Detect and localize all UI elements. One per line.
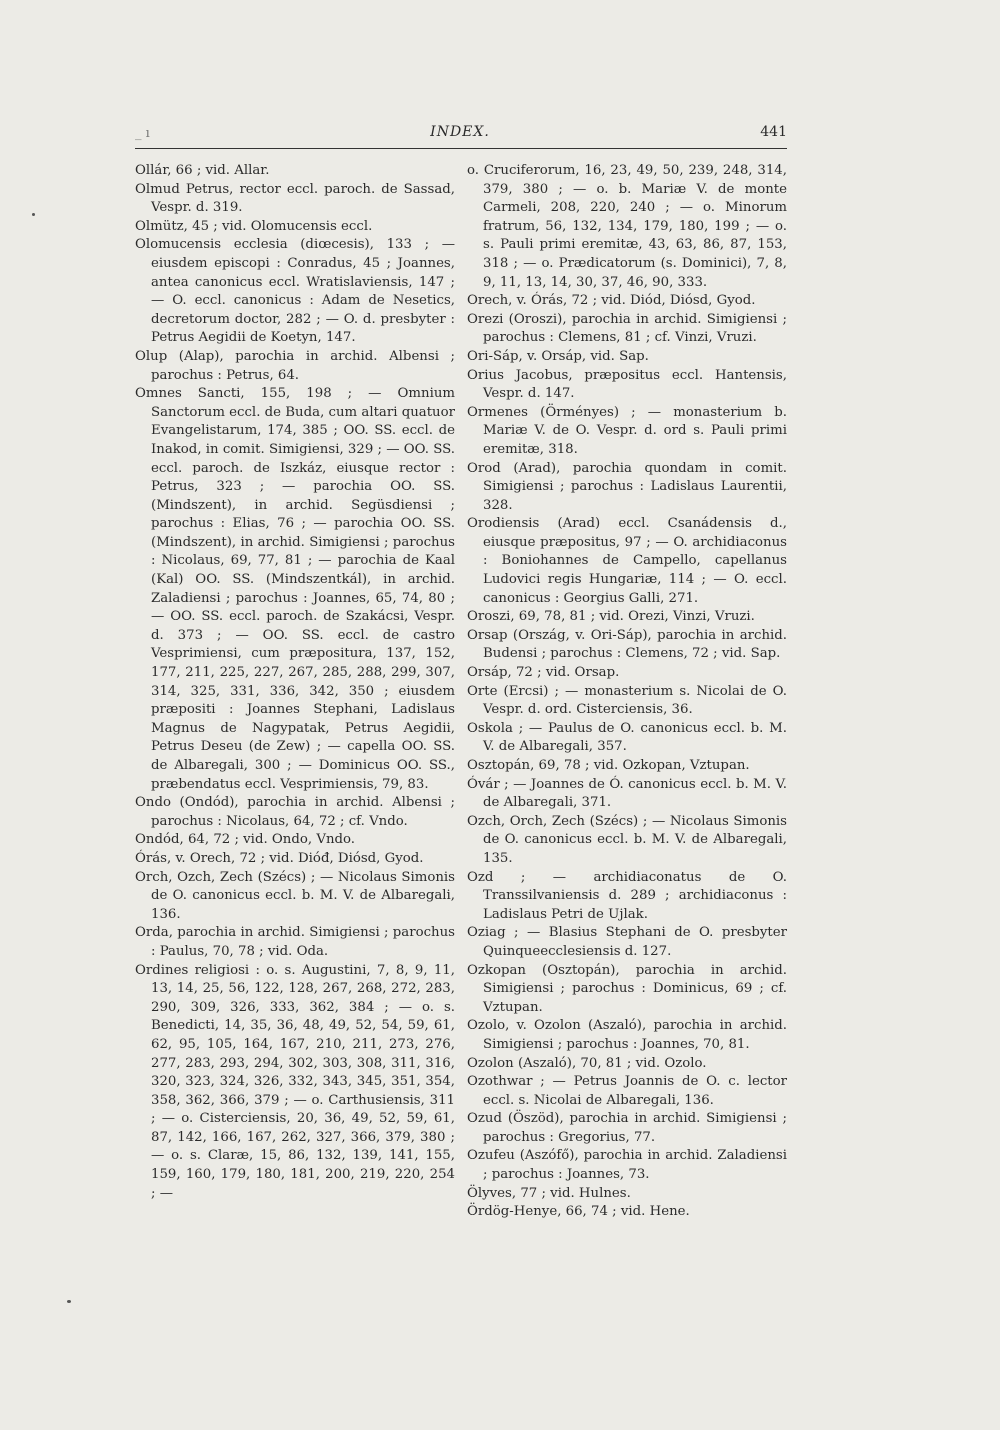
- index-entry: Osztopán, 69, 78 ; vid. Ozkopan, Vztupan.: [467, 758, 750, 773]
- index-entry: Ollár, 66 ; vid. Allar.: [135, 163, 270, 178]
- index-entry: Oskola ; — Paulus de O. canonicus eccl. b. M. V. de Albaregali, 357.: [467, 720, 787, 755]
- index-entry: Orius Jacobus, præpositus eccl. Hantensis, Vespr. d. 147.: [467, 367, 787, 402]
- paper-speck: [32, 213, 35, 216]
- right-column: [467, 162, 787, 1222]
- index-entry: Ondo (Ondód), parochia in archid. Albensi ; parochus : Nicolaus, 64, 72 ; cf. Vndo.: [135, 795, 455, 829]
- index-entry: Ozufeu (Aszófő), parochia in archid. Zaladiensi ; parochus : Joannes, 73.: [467, 1148, 787, 1183]
- index-entry: Ormenes (Örményes) ; — monasterium b. Mariæ V. de O. Vespr. d. ord s. Pauli primi eremitæ, 318.: [467, 404, 787, 457]
- index-entry: Olomucensis ecclesia (diœcesis), 133 ; — eiusdem episcopi : Conradus, 45 ; Joannes, antea canonicus eccl. Wratislaviensis, 147 ; — O. eccl. canonicus : Adam de Nesetics, decretorum doctor, 282 ; — O. d. presbyter : Petrus Aegidii de Koetyn, 147.: [135, 237, 455, 346]
- index-entry: Óvár ; — Joannes de Ó. canonicus eccl. b. M. V. de Albaregali, 371.: [467, 776, 787, 811]
- index-entry: Ordines religiosi : o. s. Augustini, 7, 8, 9, 11, 13, 14, 25, 56, 122, 128, 267, 268, 272, 283, 290, 309, 326, 333, 362, 384 ; — o. s. Benedicti, 14, 35, 36, 48, 49, 52, 54, 59, 61, 62, 95, 105, 164, 167, 210, 211, 273, 276, 277, 283, 293, 294, 302, 303, 308, 311, 316, 320, 323, 324, 326, 332, 343, 345, 351, 354, 358, 362, 366, 379 ; — o. Carthusiensis, 311 ; — o. Cisterciensis, 20, 36, 49, 52, 59, 61, 87, 142, 166, 167, 262, 327, 366, 379, 380 ; — o. s. Claræ, 15, 86, 132, 139, 141, 155, 159, 160, 179, 180, 181, 200, 219, 220, 254 ; —: [135, 962, 455, 1201]
- header-mark: _ ı: [135, 126, 150, 141]
- index-entry: Orod (Arad), parochia quondam in comit. Simigiensi ; parochus : Ladislaus Laurentii, 328.: [467, 460, 787, 513]
- header-rule: [135, 148, 787, 149]
- index-entry: o. Cruciferorum, 16, 23, 49, 50, 239, 248, 314, 379, 380 ; — o. b. Mariæ V. de monte Carmeli, 208, 220, 240 ; — o. Minorum fratrum, 56, 132, 134, 179, 180, 199 ; — o. s. Pauli primi eremitæ, 43, 63, 86, 87, 153, 318 ; — o. Prædicatorum (s. Dominici), 7, 8, 9, 11, 13, 14, 30, 37, 46, 90, 333.: [467, 163, 787, 290]
- index-entry: Ozud (Öszöd), parochia in archid. Simigiensi ; parochus : Gregorius, 77.: [467, 1111, 787, 1145]
- index-entry: Ölyves, 77 ; vid. Hulnes.: [467, 1185, 631, 1201]
- index-entry: Orch, Ozch, Zech (Szécs) ; — Nicolaus Simonis de O. canonicus eccl. b. M. V. de Albaregali, 136.: [135, 869, 455, 922]
- index-entry: Ori-Sáp, v. Orsáp, vid. Sap.: [467, 348, 649, 364]
- index-entry: Olmud Petrus, rector eccl. paroch. de Sassad, Vespr. d. 319.: [135, 181, 455, 216]
- index-entry: Omnes Sancti, 155, 198 ; — Omnium Sanctorum eccl. de Buda, cum altari quatuor Evangelistarum, 174, 385 ; OO. SS. eccl. de Inakod, in comit. Simigiensi, 329 ; — OO. SS. eccl. paroch. de Iszkáz, eiusque rector : Petrus, 323 ; — parochia OO. SS. (Mindszent), in archid. Següsdiensi ; parochus : Elias, 76 ; — parochia OO. SS. (Mindszent), in archid. Simigiensi ; parochus : Nicolaus, 69, 77, 81 ; — parochia de Kaal (Kal) OO. SS. (Mindszentkál), in archid. Zaladiensi ; parochus : Joannes, 65, 74, 80 ; — OO. SS. eccl. paroch. de Szakácsi, Vespr. d. 373 ; — OO. SS. eccl. de castro Vesprimiensi, cum præpositura, 137, 152, 177, 211, 225, 227, 267, 285, 288, 299, 307, 314, 325, 331, 336, 342, 350 ; eiusdem præpositi : Joannes Stephani, Ladislaus Magnus de Nagypatak, Petrus Aegidii, Petrus Deseu (de Zew) ; — capella OO. SS. de Albaregali, 300 ; — Dominicus OO. SS., præbendatus eccl. Vesprimiensis, 79, 83.: [135, 386, 455, 792]
- running-header: [135, 120, 785, 150]
- index-entry: Orezi (Oroszi), parochia in archid. Simigiensi ; parochus : Clemens, 81 ; cf. Vinzi, Vruzi.: [467, 311, 787, 346]
- index-entry: Oziag ; — Blasius Stephani de O. presbyter Quinqueecclesiensis d. 127.: [467, 925, 787, 959]
- index-entry: Ondód, 64, 72 ; vid. Ondo, Vndo.: [135, 832, 356, 848]
- left-column: [135, 162, 455, 1203]
- index-entry: Orda, parochia in archid. Simigiensi ; parochus : Paulus, 70, 78 ; vid. Oda.: [135, 925, 455, 959]
- index-entry: Ozolo, v. Ozolon (Aszaló), parochia in archid. Simigiensi ; parochus : Joannes, 70, 81.: [467, 1018, 787, 1052]
- index-entry: Ozch, Orch, Zech (Szécs) ; — Nicolaus Simonis de O. canonicus eccl. b. M. V. de Albaregali, 135.: [467, 813, 787, 866]
- index-entry: Orte (Ercsi) ; — monasterium s. Nicolai de O. Vespr. d. ord. Cisterciensis, 36.: [467, 683, 787, 718]
- index-entry: Oroszi, 69, 78, 81 ; vid. Orezi, Vinzi, Vruzi.: [467, 609, 755, 625]
- page-number: 441: [760, 124, 787, 140]
- index-entry: Ozolon (Aszaló), 70, 81 ; vid. Ozolo.: [467, 1055, 707, 1071]
- paper-speck: [67, 1300, 71, 1303]
- index-entry: Orodiensis (Arad) eccl. Csanádensis d., eiusque præpositus, 97 ; — O. archidiaconus : Boniohannes de Campello, capellanus Ludovici regis Hungariæ, 114 ; — O. eccl. canonicus : Georgius Galli, 271.: [467, 516, 787, 606]
- index-entry: Olmütz, 45 ; vid. Olomucensis eccl.: [135, 218, 373, 234]
- index-entry: Órás, v. Orech, 72 ; vid. Dióđ, Diósd, Gyod.: [135, 850, 424, 866]
- index-entry: Olup (Alap), parochia in archid. Albensi ; parochus : Petrus, 64.: [135, 348, 455, 383]
- index-entry: Orech, v. Órás, 72 ; vid. Diód, Diósd, Gyod.: [467, 293, 756, 309]
- index-entry: Orsáp, 72 ; vid. Orsap.: [467, 665, 620, 681]
- index-entry: Ördög-Henye, 66, 74 ; vid. Hene.: [467, 1204, 690, 1220]
- index-entry: Ozkopan (Osztopán), parochia in archid. Simigiensi ; parochus : Dominicus, 69 ; cf. Vztupan.: [467, 962, 787, 1015]
- page-title: INDEX.: [430, 124, 490, 140]
- index-entry: Orsap (Ország, v. Ori-Sáp), parochia in archid. Budensi ; parochus : Clemens, 72 ; vid. Sap.: [467, 627, 787, 662]
- index-entry: Ozd ; — archidiaconatus de O. Transsilvaniensis d. 289 ; archidiaconus : Ladislaus Petri de Ujlak.: [467, 869, 787, 922]
- index-entry: Ozothwar ; — Petrus Joannis de O. c. lector eccl. s. Nicolai de Albaregali, 136.: [467, 1074, 787, 1108]
